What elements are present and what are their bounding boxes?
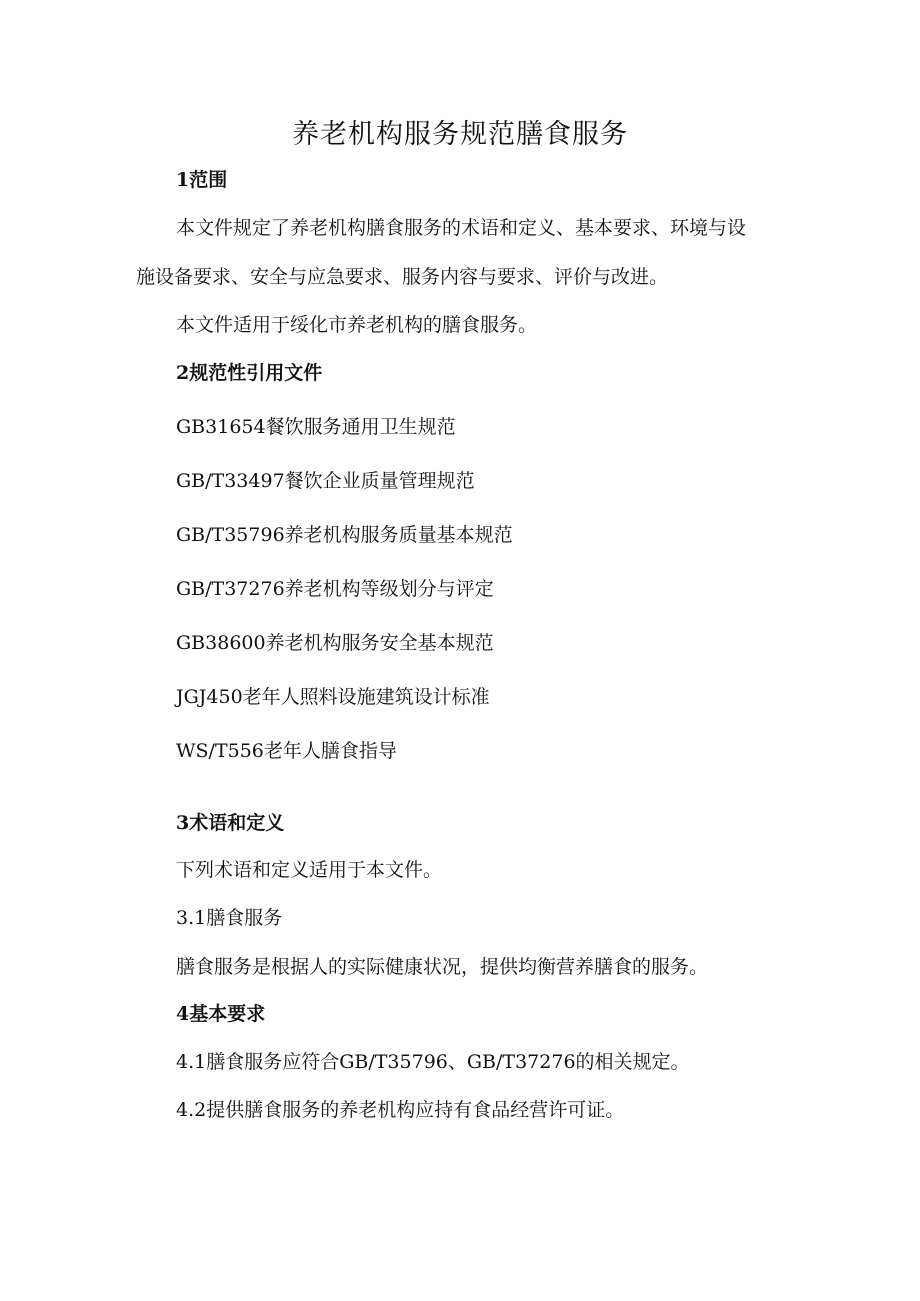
section-heading-basic-requirements: 4基本要求	[176, 1003, 266, 1025]
scope-paragraph-line-1: 本文件规定了养老机构膳食服务的术语和定义、基本要求、环境与设	[176, 217, 747, 239]
reference-item: GB38600养老机构服务安全基本规范	[176, 632, 494, 654]
reference-item: GB/T37276养老机构等级划分与评定	[176, 578, 494, 600]
reference-item: GB/T33497餐饮企业质量管理规范	[176, 470, 475, 492]
requirement-4-1: 4.1膳食服务应符合GB/T35796、GB/T37276的相关规定。	[176, 1051, 690, 1073]
terms-intro: 下列术语和定义适用于本文件。	[176, 859, 443, 881]
reference-item: JGJ450老年人照料设施建筑设计标准	[176, 686, 490, 708]
requirement-4-2: 4.2提供膳食服务的养老机构应持有食品经营许可证。	[176, 1099, 625, 1121]
section-heading-normative-references: 2规范性引用文件	[176, 362, 323, 384]
reference-item: GB/T35796养老机构服务质量基本规范	[176, 524, 513, 546]
term-3-1-definition: 膳食服务是根据人的实际健康状况，提供均衡营养膳食的服务。	[176, 956, 709, 978]
section-heading-terms: 3术语和定义	[176, 812, 285, 834]
scope-paragraph-line-2: 施设备要求、安全与应急要求、服务内容与要求、评价与改进。	[136, 266, 669, 288]
section-heading-scope: 1范围	[176, 169, 228, 191]
reference-item: WS/T556老年人膳食指导	[176, 740, 397, 762]
term-3-1-title: 3.1膳食服务	[176, 907, 283, 929]
reference-item: GB31654餐饮服务通用卫生规范	[176, 416, 456, 438]
document-title: 养老机构服务规范膳食服务	[292, 119, 628, 150]
scope-applicability-paragraph: 本文件适用于绥化市养老机构的膳食服务。	[176, 314, 538, 336]
